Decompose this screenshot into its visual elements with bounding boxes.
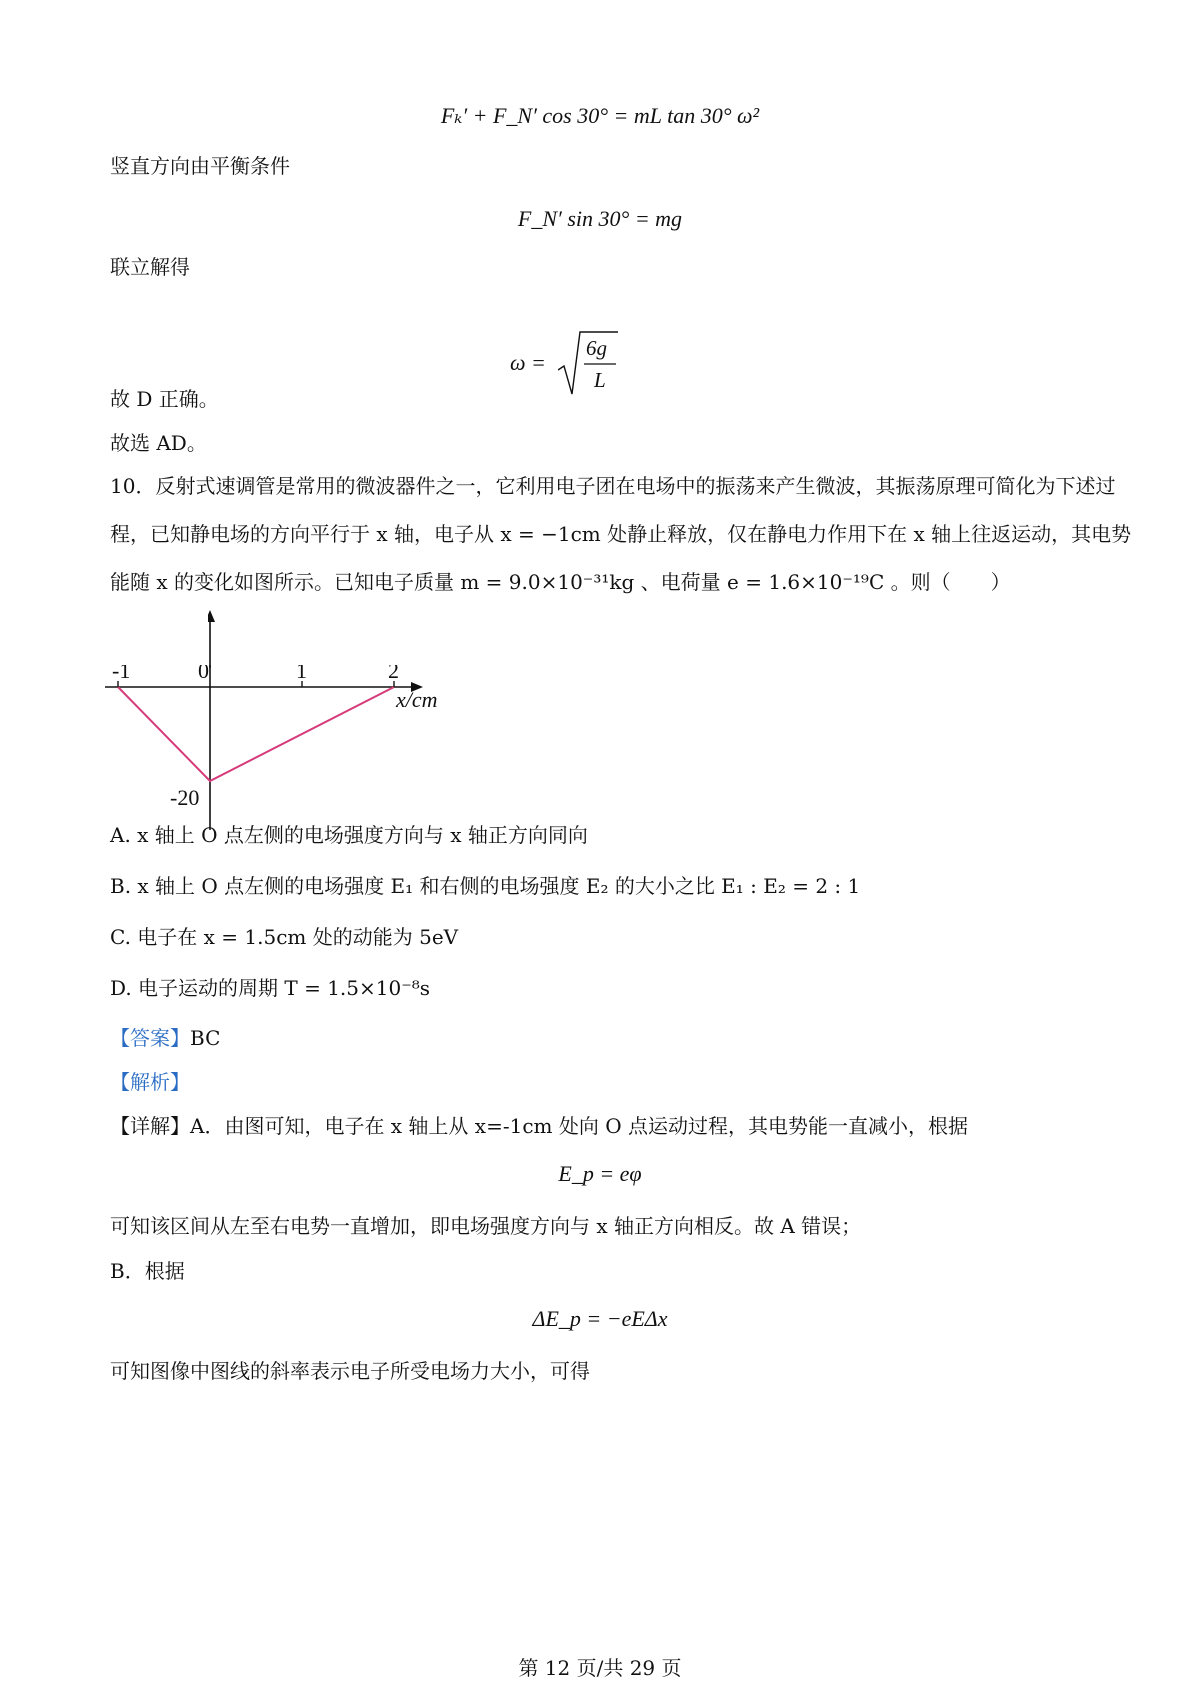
potential-energy-chart <box>105 665 465 835</box>
text-d-correct: 故 D 正确。 <box>110 387 219 411</box>
text-choose: 故选 AD。 <box>110 431 207 455</box>
option-c: C. 电子在 x = 1.5cm 处的动能为 5eV <box>110 925 459 949</box>
series-line <box>118 687 394 781</box>
equation-ep: E_p = eφ <box>558 1161 642 1186</box>
page-footer: 第 12 页/共 29 页 <box>518 1656 682 1680</box>
answer-tag: 【答案】 <box>110 1026 190 1050</box>
option-a: A. x 轴上 O 点左侧的电场强度方向与 x 轴正方向同向 <box>110 823 588 847</box>
x-axis-label: x/cm <box>396 687 438 712</box>
conclusion-b: 可知图像中图线的斜率表示电子所受电场力大小，可得 <box>110 1359 590 1383</box>
option-b: B. x 轴上 O 点左侧的电场强度 E₁ 和右侧的电场强度 E₂ 的大小之比 E₁ : E₂ = 2 : 1 <box>110 874 861 898</box>
equation-vertical-balance: F_N′ sin 30° = mg <box>517 206 683 231</box>
equation-delta-ep: ΔE_p = −eEΔx <box>532 1306 668 1331</box>
x-tick-label: -1 <box>112 665 131 683</box>
answer-value: BC <box>190 1026 221 1050</box>
equation-omega-lhs: ω = <box>510 350 546 375</box>
y-axis-top <box>208 608 408 668</box>
equation-force-balance: Fₖ′ + F_N′ cos 30° = mL tan 30° ω² <box>440 103 760 128</box>
equation-omega-denominator: L <box>594 368 606 392</box>
conclusion-a: 可知该区间从左至右电势一直增加，即电场强度方向与 x 轴正方向相反。故 A 错误； <box>110 1214 862 1238</box>
analysis-tag: 【解析】 <box>110 1070 190 1094</box>
detail-tag: 【详解】 <box>110 1114 190 1138</box>
x-tick-label: 0 <box>198 665 209 683</box>
question-10: 10．反射式速调管是常用的微波器件之一，它利用电子团在电场中的振荡来产生微波，其振荡原理可简化为下述过程，已知静电场的方向平行于 x 轴，电子从 x = −1cm 处静止释放，仅在静电力作用下在 x 轴上往返运动，其电势能随 x 的变化如图所示。已知电子质量 m = 9.0×10⁻³¹kg 、电荷量 e = 1.6×10⁻¹⁹C 。则（ ） <box>110 474 1132 594</box>
x-tick-label: 2 <box>388 665 399 683</box>
y-axis-arrow <box>208 610 215 622</box>
label-b: B．根据 <box>110 1259 185 1283</box>
equation-omega-numerator: 6g <box>586 336 607 360</box>
x-tick-label: 1 <box>296 665 307 683</box>
text-vertical: 竖直方向由平衡条件 <box>110 154 290 178</box>
answer-line <box>110 1025 1140 1051</box>
analysis-line <box>110 1069 1140 1095</box>
detail-a <box>110 1113 1140 1139</box>
y-tick-label: -20 <box>170 785 200 810</box>
option-d: D. 电子运动的周期 T = 1.5×10⁻⁸s <box>110 976 431 1000</box>
detail-a-text: A．由图可知，电子在 x 轴上从 x=-1cm 处向 O 点运动过程，其电势能一直减小，根据 <box>190 1114 968 1138</box>
text-solve: 联立解得 <box>110 255 190 279</box>
